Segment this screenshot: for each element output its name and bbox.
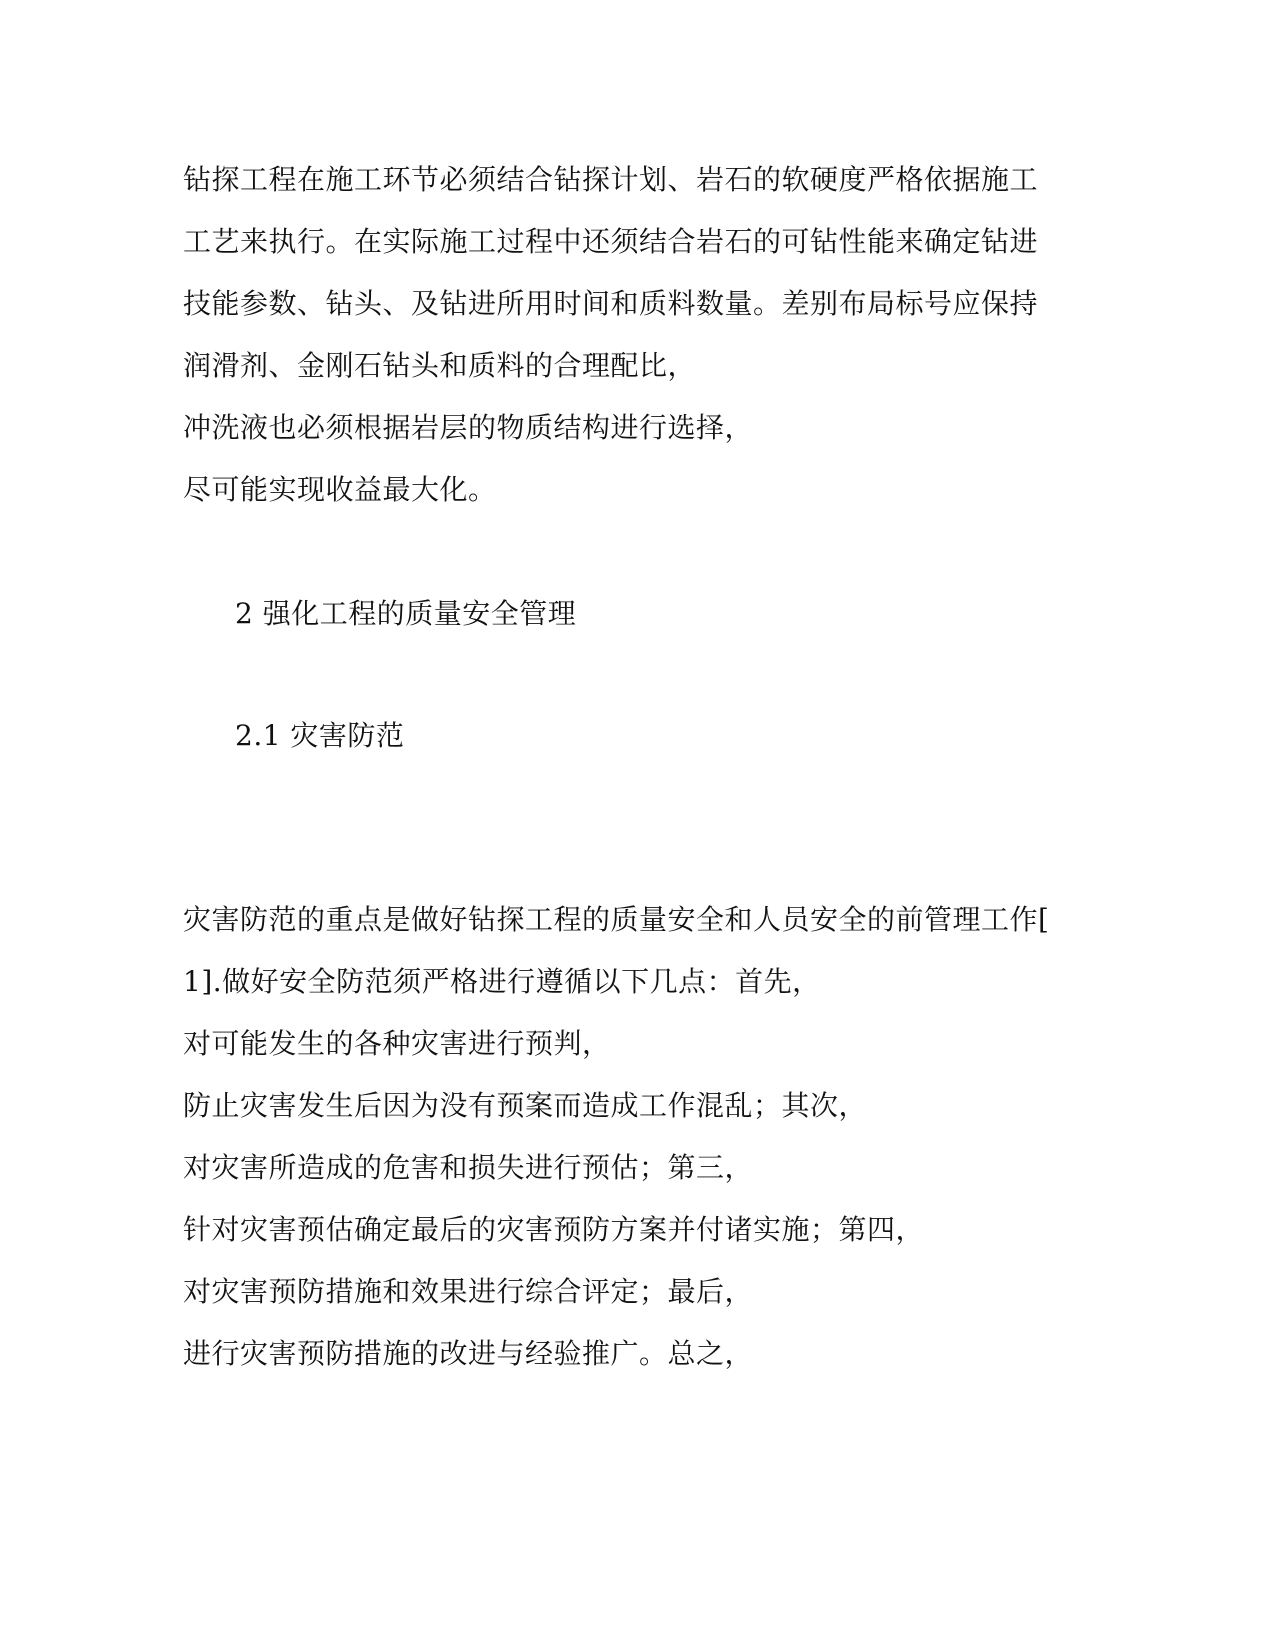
subsection-heading: 2.1 灾害防范 bbox=[235, 719, 405, 752]
paragraph1-line-2: 工艺来执行。在实际施工过程中还须结合岩石的可钻性能来确定钻进 bbox=[183, 225, 1039, 258]
paragraph2-line-2: 1].做好安全防范须严格进行遵循以下几点：首先， bbox=[183, 965, 821, 998]
paragraph2-line-4: 防止灾害发生后因为没有预案而造成工作混乱；其次， bbox=[183, 1089, 868, 1122]
paragraph1-line-6: 尽可能实现收益最大化。 bbox=[183, 473, 497, 506]
paragraph2-line-1: 灾害防范的重点是做好钻探工程的质量安全和人员安全的前管理工作[ bbox=[183, 903, 1050, 936]
paragraph1-line-3: 技能参数、钻头、及钻进所用时间和质料数量。差别布局标号应保持 bbox=[183, 287, 1039, 320]
paragraph1-line-1: 钻探工程在施工环节必须结合钻探计划、岩石的软硬度严格依据施工 bbox=[183, 163, 1039, 196]
paragraph2-line-5: 对灾害所造成的危害和损失进行预估；第三， bbox=[183, 1151, 754, 1184]
paragraph2-line-8: 进行灾害预防措施的改进与经验推广。总之， bbox=[183, 1337, 754, 1370]
paragraph1-line-4: 润滑剂、金刚石钻头和质料的合理配比， bbox=[183, 349, 697, 382]
section-heading: 2 强化工程的质量安全管理 bbox=[235, 597, 577, 630]
paragraph1-line-5: 冲洗液也必须根据岩层的物质结构进行选择， bbox=[183, 411, 754, 444]
paragraph2-line-3: 对可能发生的各种灾害进行预判， bbox=[183, 1027, 611, 1060]
paragraph2-line-6: 针对灾害预估确定最后的灾害预防方案并付诸实施；第四， bbox=[183, 1213, 925, 1246]
paragraph2-line-7: 对灾害预防措施和效果进行综合评定；最后， bbox=[183, 1275, 754, 1308]
